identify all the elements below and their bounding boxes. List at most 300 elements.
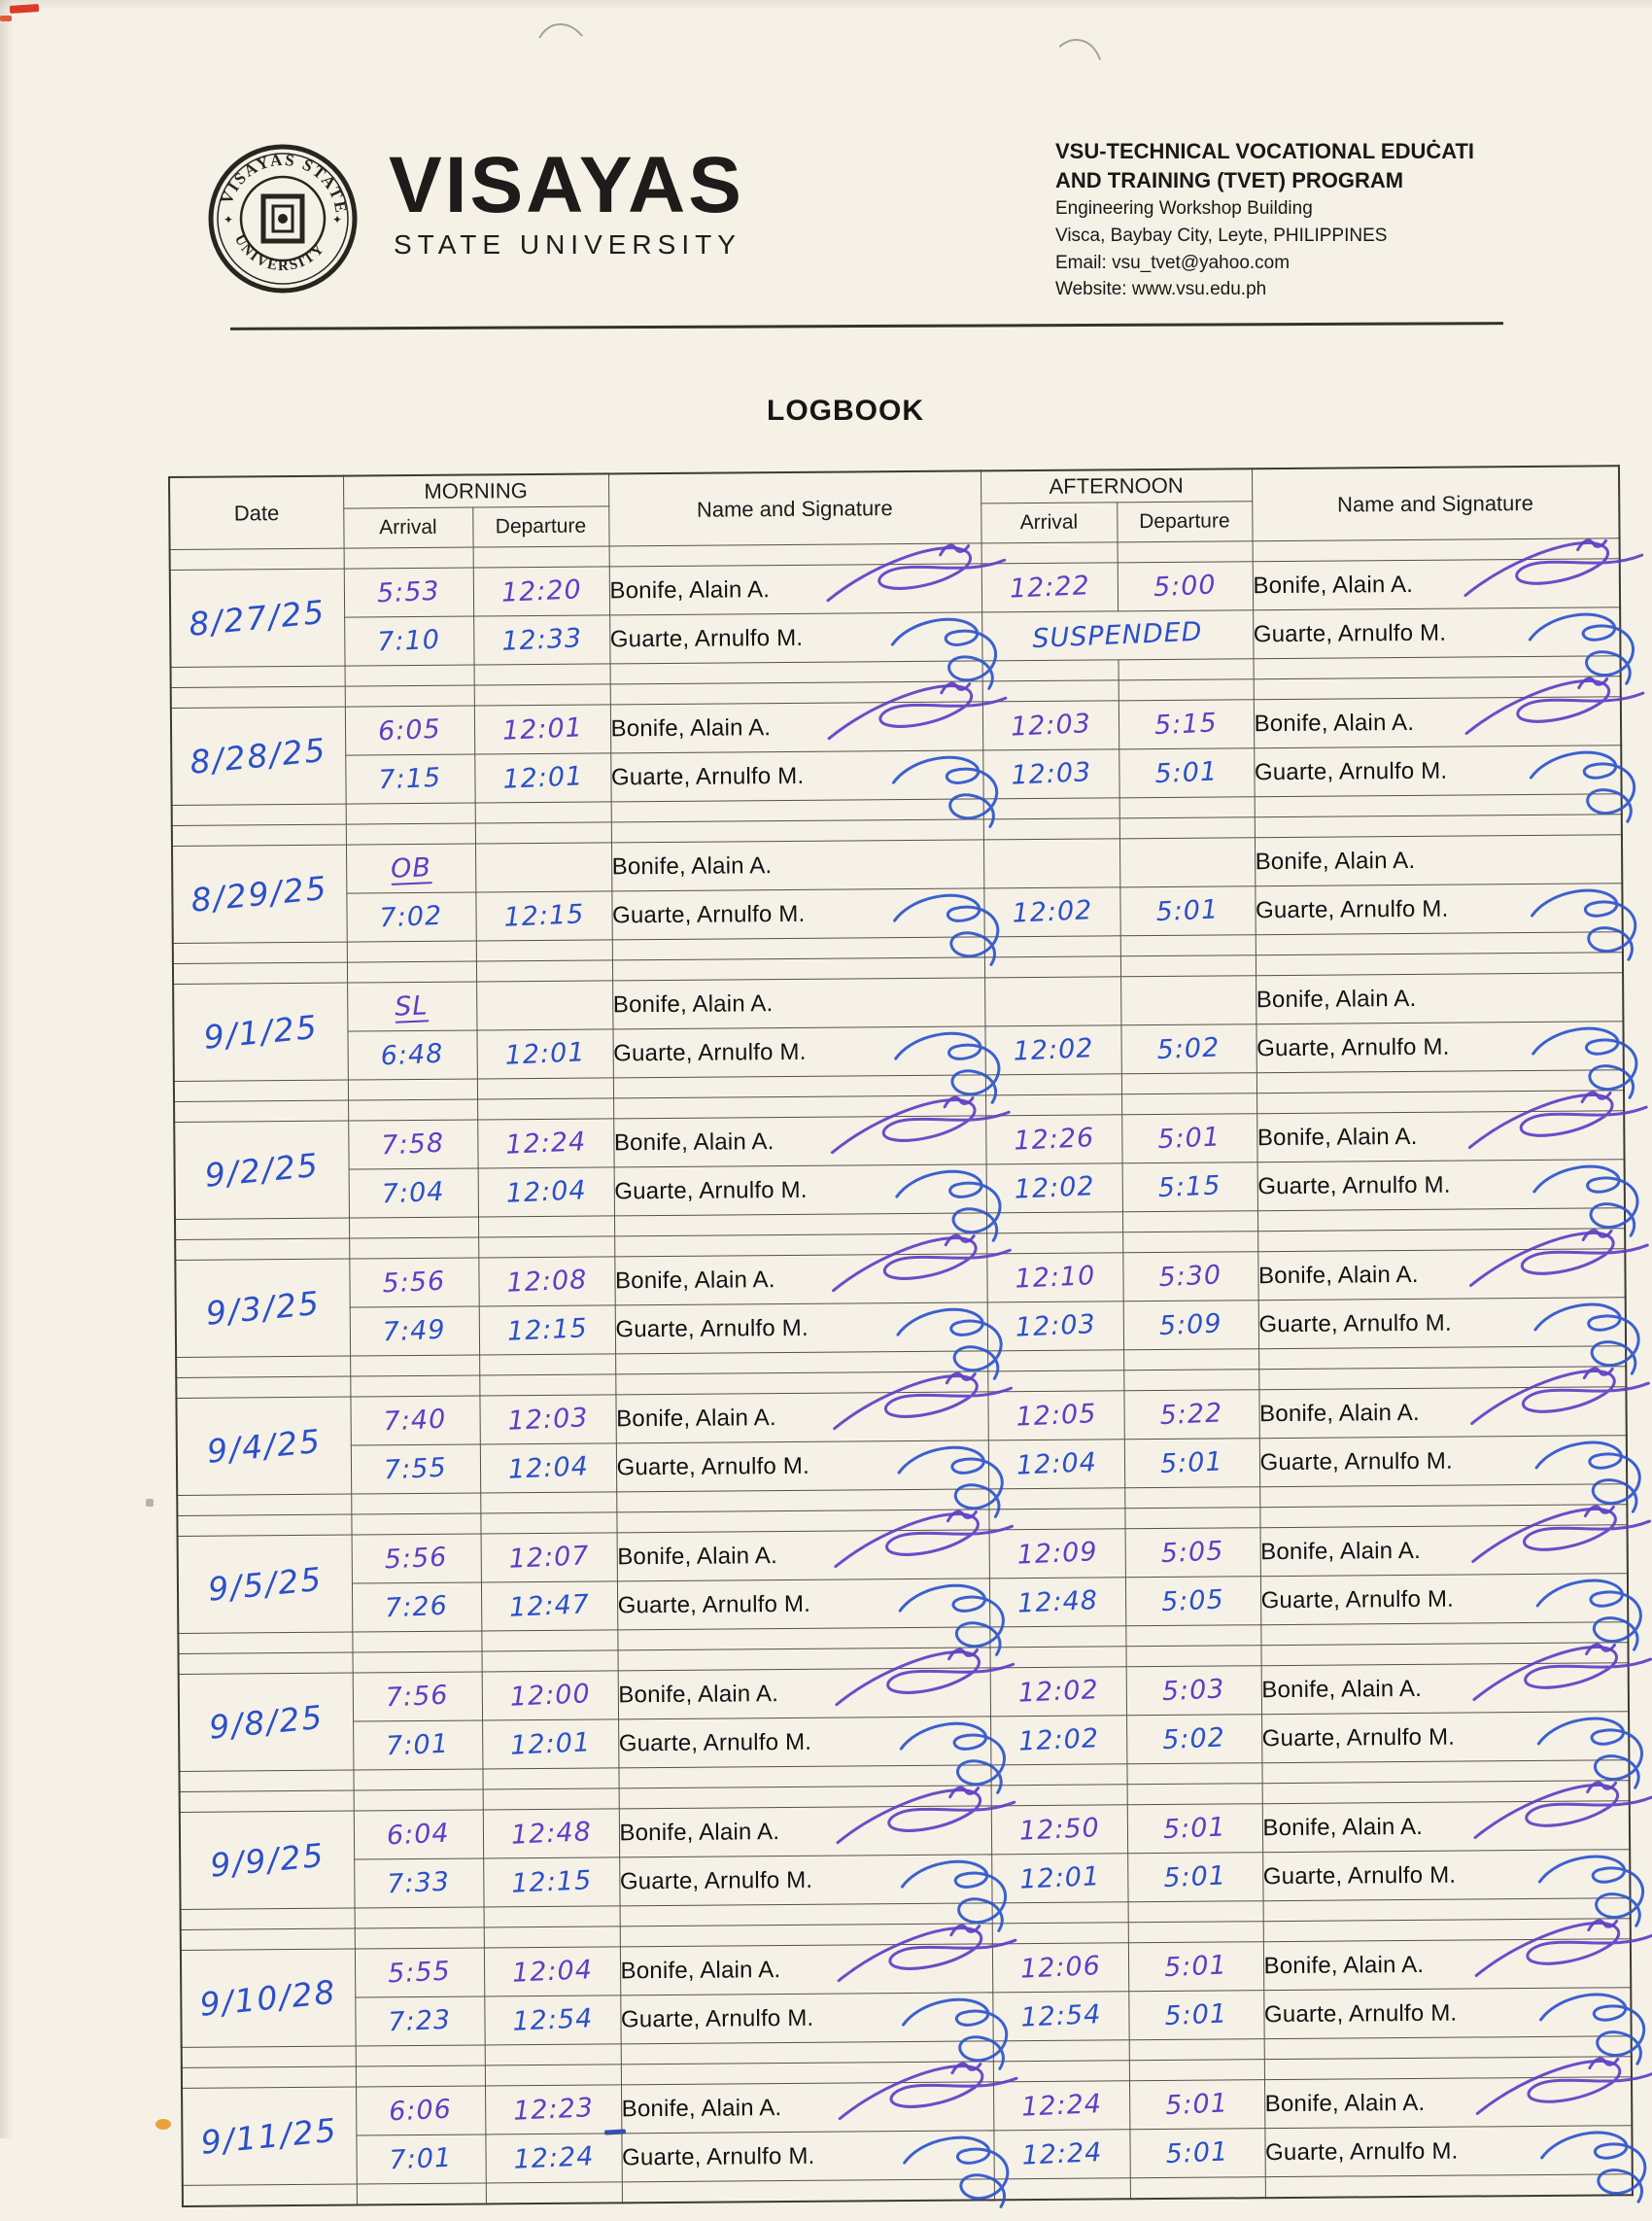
spacer-cell — [1258, 1346, 1626, 1370]
morning-departure-cell — [474, 705, 610, 754]
program-line2: AND TRAINING (TVET) PROGRAM — [1055, 167, 1404, 192]
red-ink-artifact — [0, 16, 12, 21]
spacer-cell — [350, 1355, 479, 1376]
orange-stain-artifact — [155, 2119, 171, 2130]
university-wordmark — [389, 141, 744, 260]
handwritten-time: 12:07 — [507, 1541, 590, 1575]
afternoon-arrival-cell — [988, 1440, 1124, 1489]
name-signature-cell — [1260, 1574, 1628, 1625]
spacer-cell — [1119, 679, 1254, 701]
spacer-cell — [612, 937, 984, 960]
col-header-departure: Departure — [472, 506, 608, 547]
spacer-cell — [346, 823, 475, 845]
printed-name: Bonife, Alain A. — [614, 1266, 775, 1294]
spacer-cell — [347, 941, 476, 962]
spacer-cell — [175, 1218, 349, 1239]
afternoon-departure-cell — [1119, 886, 1255, 936]
printed-name: Bonife, Alain A. — [1253, 571, 1414, 599]
handwritten-time: 12:01 — [1018, 1861, 1101, 1895]
printed-name: Bonife, Alain A. — [1259, 1399, 1420, 1427]
afternoon-arrival-cell — [984, 1025, 1120, 1075]
afternoon-departure-cell — [1119, 838, 1255, 887]
printed-name: Guarte, Arnulfo M. — [609, 624, 804, 652]
spacer-cell — [1127, 1784, 1262, 1805]
spacer-cell — [1254, 677, 1621, 700]
spacer-cell — [1255, 815, 1622, 838]
spacer-cell — [1120, 935, 1256, 956]
name-signature-cell — [610, 750, 982, 802]
name-signature-cell — [1255, 835, 1622, 886]
spacer-cell — [484, 1926, 620, 1948]
printed-name: Bonife, Alain A. — [1263, 1951, 1425, 1979]
spacer-cell — [983, 818, 1119, 840]
afternoon-departure-cell — [1123, 1301, 1258, 1350]
spacer-cell — [620, 1903, 992, 1926]
spacer-cell — [989, 1626, 1125, 1648]
handwritten-time: 12:54 — [511, 2003, 594, 2037]
page-curl-mark — [527, 17, 592, 68]
name-signature-cell — [1253, 559, 1620, 610]
printed-name: Guarte, Arnulfo M. — [622, 2142, 815, 2170]
morning-departure-cell — [479, 1305, 615, 1355]
svg-text:✦: ✦ — [332, 213, 343, 226]
handwritten-time: 5:53 — [376, 575, 441, 609]
spacer-cell — [485, 2044, 621, 2065]
handwritten-time: 5:01 — [1162, 1860, 1227, 1894]
handwritten-time: 7:55 — [383, 1452, 448, 1486]
printed-name: Bonife, Alain A. — [1264, 2089, 1426, 2117]
spacer-cell — [346, 803, 475, 824]
morning-departure-cell — [473, 615, 609, 665]
date-cell — [181, 1949, 356, 2047]
morning-arrival-cell — [344, 616, 473, 666]
col-header-arrival: Arrival — [343, 507, 472, 548]
afternoon-arrival-cell — [991, 1854, 1127, 1903]
handwritten-time: 6:04 — [386, 1818, 451, 1852]
printed-name: Guarte, Arnulfo M. — [1260, 1585, 1455, 1614]
morning-departure-cell — [485, 2134, 621, 2183]
afternoon-arrival-cell — [993, 2130, 1129, 2179]
printed-name: Guarte, Arnulfo M. — [1261, 1723, 1456, 1752]
handwritten-time: 7:56 — [385, 1680, 450, 1714]
name-signature-cell — [1264, 2077, 1632, 2129]
spacer-cell — [356, 2045, 485, 2066]
printed-name: Bonife, Alain A. — [1255, 847, 1416, 875]
spacer-cell — [1255, 794, 1622, 817]
spacer-cell — [614, 1213, 986, 1236]
spacer-cell — [622, 2179, 994, 2204]
date-cell — [172, 845, 347, 943]
spacer-cell — [615, 1351, 987, 1374]
printed-name: Guarte, Arnulfo M. — [615, 1314, 809, 1342]
afternoon-arrival-cell — [985, 1115, 1121, 1164]
printed-name: Guarte, Arnulfo M. — [616, 1452, 809, 1480]
handwritten-time: 12:20 — [499, 574, 582, 608]
date-cell — [176, 1397, 351, 1495]
spacer-cell — [1119, 797, 1255, 818]
morning-departure-cell — [481, 1533, 617, 1582]
spacer-cell — [985, 1074, 1121, 1095]
spacer-cell — [618, 1765, 990, 1788]
spacer-cell — [620, 1924, 992, 1947]
handwritten-time: 5:30 — [1158, 1260, 1222, 1294]
spacer-cell — [481, 1630, 617, 1651]
printed-name: Bonife, Alain A. — [617, 1542, 778, 1570]
spacer-cell — [1254, 656, 1621, 679]
spacer-cell — [1122, 1211, 1257, 1232]
col-header-departure: Departure — [1117, 502, 1252, 542]
spacer-cell — [172, 804, 346, 825]
handwritten-time: 5:01 — [1155, 894, 1221, 928]
scan-top-shade — [0, 0, 1652, 10]
spacer-cell — [170, 548, 344, 570]
spacer-cell — [987, 1371, 1123, 1392]
spacer-cell — [182, 2046, 356, 2067]
col-header-afternoon: AFTERNOON — [981, 468, 1252, 503]
afternoon-departure-cell — [1119, 700, 1254, 749]
spacer-cell — [616, 1510, 988, 1533]
afternoon-departure-cell — [1129, 2080, 1264, 2130]
spacer-cell — [1125, 1625, 1260, 1647]
handwritten-time: 12:50 — [1017, 1813, 1101, 1847]
morning-arrival-cell — [346, 892, 475, 942]
handwritten-time: 12:02 — [1012, 1033, 1094, 1067]
date-cell — [175, 1259, 350, 1357]
email-line: Email: vsu_tvet@yahoo.com — [1055, 252, 1291, 273]
handwritten-time: 12:03 — [1014, 1309, 1096, 1343]
handwritten-time: 5:01 — [1165, 2136, 1230, 2170]
afternoon-arrival-cell — [987, 1391, 1123, 1440]
afternoon-arrival-cell — [984, 977, 1120, 1026]
handwritten-time: 5:05 — [1160, 1584, 1225, 1618]
afternoon-departure-cell — [1128, 1991, 1263, 2040]
spacer-cell — [177, 1494, 351, 1515]
spacer-cell — [476, 960, 612, 982]
morning-arrival-cell — [351, 1444, 480, 1494]
program-line1: VSU-TECHNICAL VOCATIONAL EDUĊATI — [1055, 139, 1475, 163]
date-cell — [173, 983, 348, 1081]
spacer-cell — [479, 1354, 615, 1375]
printed-name: Bonife, Alain A. — [612, 989, 774, 1018]
name-signature-cell — [1253, 607, 1620, 659]
printed-name: Bonife, Alain A. — [1260, 1537, 1421, 1565]
handwritten-time: 12:24 — [1020, 2089, 1103, 2123]
spacer-cell — [610, 661, 982, 684]
morning-arrival-cell — [353, 1720, 482, 1770]
page-title: LOGBOOK — [767, 395, 924, 427]
name-signature-cell — [1254, 746, 1621, 797]
name-signature-cell — [1262, 1850, 1630, 1901]
spacer-cell — [617, 1627, 989, 1650]
spacer-cell — [990, 1647, 1126, 1668]
handwritten-time: 12:54 — [1019, 1999, 1102, 2033]
afternoon-departure-cell — [1123, 1390, 1258, 1440]
handwritten-time: 12:48 — [1016, 1585, 1099, 1619]
name-signature-cell — [618, 1717, 990, 1768]
spacer-cell — [1130, 2177, 1265, 2200]
afternoon-arrival-cell — [992, 1992, 1128, 2041]
spacer-cell — [1260, 1643, 1628, 1666]
morning-departure-cell — [473, 567, 609, 616]
spacer-cell — [351, 1513, 480, 1535]
name-signature-cell — [614, 1254, 986, 1305]
name-signature-cell — [1260, 1525, 1628, 1577]
handwritten-time: 5:05 — [1160, 1536, 1225, 1570]
spacer-cell — [1126, 1646, 1261, 1667]
spacer-cell — [1129, 2060, 1264, 2081]
spacer-cell — [618, 1648, 990, 1671]
name-signature-cell — [609, 612, 981, 664]
afternoon-arrival-cell — [990, 1716, 1126, 1765]
printed-name: Guarte, Arnulfo M. — [1258, 1309, 1452, 1337]
afternoon-arrival-cell — [989, 1578, 1125, 1627]
handwritten-time: 12:05 — [1015, 1399, 1097, 1433]
date-value: 9/4/25 — [204, 1421, 324, 1471]
name-signature-cell — [620, 1944, 992, 1995]
header-divider-line — [230, 322, 1503, 330]
spacer-cell — [345, 685, 474, 707]
handwritten-time: 12:26 — [1013, 1123, 1095, 1157]
date-cell — [179, 1673, 354, 1771]
col-header-name-signature: Name and Signature — [1252, 466, 1620, 540]
spacer-cell — [611, 819, 983, 843]
printed-name: Guarte, Arnulfo M. — [617, 1590, 811, 1618]
spacer-cell — [484, 1906, 620, 1927]
handwritten-time: 12:03 — [506, 1403, 589, 1437]
handwritten-time: 7:04 — [381, 1176, 446, 1210]
afternoon-departure-cell — [1127, 1804, 1262, 1854]
handwritten-time: 5:03 — [1161, 1674, 1226, 1708]
svg-text:UNIVERSITY — [231, 232, 328, 274]
spacer-cell — [1256, 953, 1623, 976]
spacer-cell — [1256, 1091, 1624, 1114]
spacer-cell — [1122, 1232, 1257, 1253]
afternoon-departure-cell — [1129, 2129, 1264, 2178]
name-signature-cell — [617, 1579, 989, 1630]
spacer-cell — [984, 936, 1120, 957]
morning-arrival-cell — [347, 1030, 476, 1080]
name-signature-cell — [620, 1993, 992, 2044]
handwritten-time: 5:01 — [1164, 1998, 1228, 2032]
spacer-cell — [478, 1236, 614, 1258]
spacer-cell — [1264, 2057, 1632, 2080]
page-curl-mark — [1046, 35, 1109, 82]
spacer-cell — [485, 2065, 621, 2086]
handwritten-time: 5:02 — [1156, 1032, 1222, 1066]
spacer-cell — [609, 543, 981, 567]
handwritten-time: 7:01 — [385, 1728, 450, 1762]
spacer-cell — [1128, 1922, 1263, 1943]
spacer-cell — [353, 1769, 482, 1790]
address-line1: Engineering Workshop Building — [1055, 198, 1313, 220]
afternoon-departure-cell — [1124, 1439, 1259, 1488]
spacer-cell — [172, 824, 346, 846]
morning-departure-cell — [482, 1719, 618, 1769]
handwritten-time: 12:03 — [1010, 709, 1092, 743]
afternoon-arrival-cell — [982, 749, 1119, 799]
afternoon-departure-cell — [1125, 1577, 1260, 1626]
spacer-cell — [479, 1374, 615, 1396]
afternoon-arrival-cell — [991, 1805, 1127, 1855]
spacer-cell — [174, 1100, 348, 1122]
spacer-cell — [1264, 2036, 1632, 2060]
printed-name: Bonife, Alain A. — [1261, 1675, 1423, 1703]
afternoon-arrival-cell — [990, 1667, 1126, 1717]
morning-arrival-cell — [353, 1672, 482, 1721]
spacer-cell — [610, 681, 982, 705]
spacer-cell — [1263, 1898, 1631, 1922]
morning-arrival-cell — [354, 1810, 483, 1859]
printed-name: Guarte, Arnulfo M. — [1257, 1171, 1451, 1199]
spacer-cell — [344, 547, 473, 569]
name-signature-cell — [1261, 1712, 1629, 1763]
spacer-cell — [1124, 1487, 1259, 1509]
printed-name: Bonife, Alain A. — [1256, 1123, 1418, 1151]
handwritten-time: 7:01 — [389, 2142, 454, 2176]
spacer-cell — [614, 1233, 986, 1257]
spacer-cell — [179, 1770, 353, 1791]
spacer-cell — [1121, 1093, 1256, 1115]
handwritten-time: 12:24 — [1020, 2137, 1103, 2171]
handwritten-time: 5:55 — [387, 1956, 452, 1990]
morning-arrival-cell — [356, 2086, 485, 2135]
university-subtitle: STATE UNIVERSITY — [394, 229, 741, 260]
printed-name: Bonife, Alain A. — [1256, 985, 1417, 1013]
name-signature-cell — [610, 702, 982, 753]
printed-name: Guarte, Arnulfo M. — [1253, 619, 1447, 647]
handwritten-time: 12:10 — [1014, 1261, 1096, 1295]
handwritten-time: OB — [390, 852, 432, 885]
morning-arrival-cell — [354, 1858, 483, 1908]
morning-departure-cell — [483, 1809, 619, 1858]
printed-name: Bonife, Alain A. — [610, 713, 772, 742]
red-ink-artifact — [10, 4, 39, 14]
handwritten-time: 12:24 — [504, 1127, 587, 1161]
spacer-cell — [1119, 659, 1254, 680]
spacer-cell — [347, 961, 476, 983]
program-header-block — [1055, 137, 1522, 302]
spacer-cell — [621, 2041, 993, 2065]
spacer-cell — [1123, 1370, 1258, 1391]
spacer-cell — [616, 1489, 988, 1512]
handwritten-time: 6:05 — [377, 713, 442, 747]
handwritten-time: 7:26 — [384, 1590, 449, 1624]
morning-departure-cell — [474, 753, 610, 803]
spacer-cell — [1260, 1622, 1628, 1646]
printed-name: Guarte, Arnulfo M. — [613, 1038, 807, 1066]
morning-departure-cell — [475, 891, 611, 941]
handwritten-time: 12:01 — [501, 712, 584, 746]
spacer-cell — [1256, 932, 1623, 955]
name-signature-cell — [617, 1530, 989, 1581]
afternoon-departure-cell — [1122, 1163, 1257, 1212]
name-signature-cell — [1262, 1801, 1630, 1853]
afternoon-arrival-cell — [986, 1253, 1122, 1302]
spacer-cell — [173, 942, 347, 963]
name-signature-cell — [1256, 1111, 1624, 1163]
handwritten-time: 12:01 — [501, 761, 584, 795]
smudge-artifact — [146, 1499, 154, 1507]
date-cell — [174, 1121, 349, 1219]
afternoon-departure-cell — [1126, 1666, 1261, 1716]
printed-name: Guarte, Arnulfo M. — [614, 1176, 808, 1204]
name-signature-cell — [1263, 1988, 1631, 2039]
spacer-cell — [986, 1232, 1122, 1254]
date-value: 9/11/25 — [199, 2110, 340, 2162]
spacer-cell — [348, 1079, 477, 1100]
address-line2: Visca, Baybay City, Leyte, PHILIPPINES — [1055, 226, 1388, 247]
spacer-cell — [178, 1632, 352, 1653]
spacer-cell — [181, 1928, 355, 1950]
printed-name: Guarte, Arnulfo M. — [1262, 1861, 1457, 1890]
spacer-cell — [992, 1923, 1128, 1944]
spacer-cell — [475, 822, 611, 844]
spacer-cell — [1120, 955, 1256, 977]
name-signature-cell — [1254, 697, 1621, 748]
name-signature-cell — [612, 978, 984, 1029]
name-signature-cell — [1255, 884, 1622, 935]
handwritten-time: 7:49 — [382, 1314, 447, 1348]
name-signature-cell — [1257, 1249, 1625, 1301]
spacer-cell — [993, 2040, 1129, 2062]
afternoon-arrival-cell — [983, 887, 1119, 937]
printed-name: Guarte, Arnulfo M. — [611, 900, 806, 928]
spacer-cell — [480, 1512, 616, 1534]
name-signature-cell — [1264, 2126, 1632, 2177]
date-value: 9/3/25 — [203, 1283, 323, 1333]
handwritten-time: 12:01 — [509, 1727, 592, 1761]
afternoon-arrival-cell — [982, 701, 1119, 750]
spacer-cell — [987, 1350, 1123, 1371]
handwritten-time: 7:23 — [388, 2004, 452, 2038]
morning-arrival-cell — [344, 568, 473, 617]
handwritten-time: 12:03 — [1010, 757, 1092, 791]
morning-departure-cell — [481, 1581, 617, 1631]
col-header-name-signature: Name and Signature — [608, 470, 981, 546]
spacer-cell — [350, 1375, 479, 1397]
date-value: 9/10/28 — [197, 1972, 339, 2024]
handwritten-time: 7:40 — [383, 1404, 448, 1438]
handwritten-time: 5:56 — [382, 1266, 446, 1300]
printed-name: Bonife, Alain A. — [1262, 1813, 1424, 1841]
name-signature-cell — [618, 1668, 990, 1719]
handwritten-time: 5:01 — [1156, 1122, 1222, 1156]
name-signature-cell — [1256, 1022, 1623, 1073]
seal-bottom-text: UNIVERSITY — [230, 231, 328, 275]
spacer-cell — [983, 798, 1119, 819]
spacer-cell — [482, 1650, 618, 1672]
morning-departure-cell — [476, 1029, 612, 1079]
printed-name: Guarte, Arnulfo M. — [1263, 1999, 1458, 2028]
spacer-cell — [986, 1212, 1122, 1233]
morning-departure-cell — [484, 1947, 620, 1996]
morning-departure-cell — [478, 1257, 614, 1306]
spacer-cell — [612, 957, 984, 981]
spacer-cell — [483, 1788, 619, 1810]
spacer-cell — [478, 1216, 614, 1237]
printed-name: Guarte, Arnulfo M. — [618, 1728, 812, 1756]
handwritten-time: 7:15 — [377, 762, 442, 796]
spacer-cell — [174, 1080, 348, 1101]
spacer-cell — [349, 1237, 478, 1259]
morning-arrival-cell — [350, 1306, 479, 1356]
spacer-cell — [473, 546, 609, 568]
printed-name: Guarte, Arnulfo M. — [1255, 895, 1449, 923]
spacer-cell — [476, 940, 612, 961]
spacer-cell — [171, 666, 345, 687]
spacer-cell — [1129, 2039, 1264, 2061]
spacer-cell — [356, 2065, 485, 2087]
